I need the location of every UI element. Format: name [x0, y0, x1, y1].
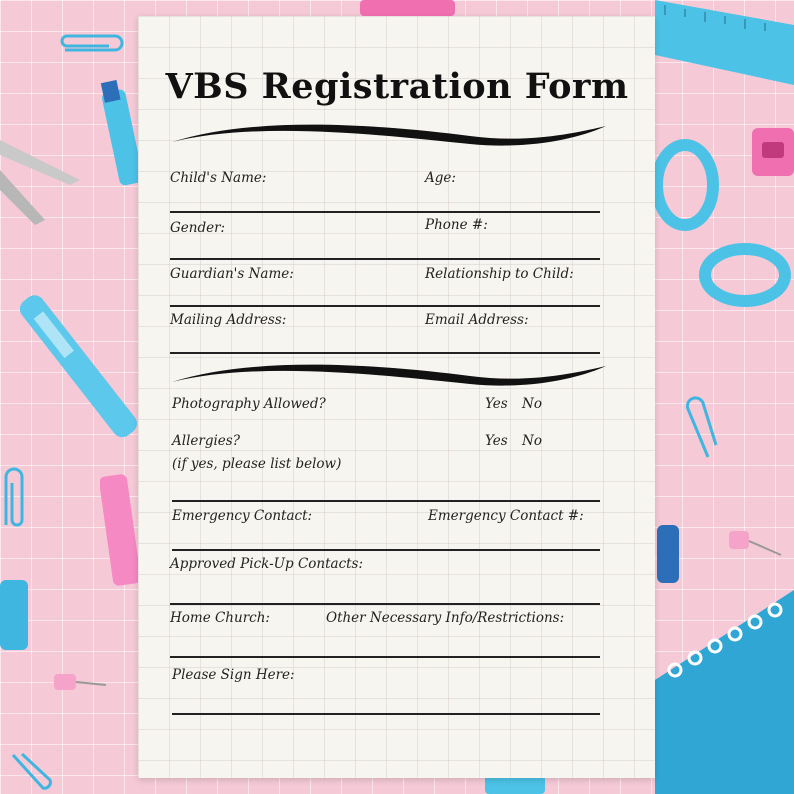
photography-label: Photography Allowed?: [172, 396, 326, 412]
pushpin-icon: [50, 668, 110, 698]
pushpin-icon: [725, 525, 785, 561]
emergency-contact-label: Emergency Contact:: [172, 508, 313, 524]
scissors-icon: [655, 135, 794, 315]
divider-swash-middle: [170, 360, 608, 390]
photography-yes-option[interactable]: Yes: [485, 396, 508, 412]
allergies-no-option[interactable]: No: [522, 433, 542, 449]
highlighter-icon: [100, 470, 140, 590]
signature-label: Please Sign Here:: [172, 667, 295, 683]
email-address-label: Email Address:: [425, 312, 529, 328]
divider-swash-top: [170, 120, 608, 150]
notebook-icon: [655, 590, 794, 794]
gender-label: Gender:: [170, 220, 226, 236]
paperclip-icon: [0, 465, 28, 535]
pickup-contacts-line[interactable]: [170, 603, 600, 605]
pen-icon: [20, 290, 145, 440]
gender-line[interactable]: [170, 258, 600, 260]
signature-line[interactable]: [172, 713, 600, 715]
emergency-contact-number-label: Emergency Contact #:: [428, 508, 584, 524]
phone-label: Phone #:: [425, 217, 488, 233]
paperclip-icon: [55, 32, 125, 56]
child-name-line[interactable]: [170, 211, 600, 213]
paperclip-icon: [8, 750, 53, 794]
pickup-contacts-label: Approved Pick-Up Contacts:: [170, 556, 364, 572]
allergies-note: (if yes, please list below): [172, 456, 342, 472]
allergies-label: Allergies?: [172, 433, 240, 449]
notebook-icon: [0, 580, 28, 650]
relationship-label: Relationship to Child:: [425, 266, 574, 282]
child-name-label: Child's Name:: [170, 170, 267, 186]
emergency-contact-line[interactable]: [172, 549, 600, 551]
mailing-address-label: Mailing Address:: [170, 312, 287, 328]
photography-no-option[interactable]: No: [522, 396, 542, 412]
allergies-line[interactable]: [172, 500, 600, 502]
page-title: VBS Registration Form: [165, 66, 629, 107]
allergies-yes-option[interactable]: Yes: [485, 433, 508, 449]
mailing-address-line[interactable]: [170, 352, 600, 354]
guardian-name-label: Guardian's Name:: [170, 266, 294, 282]
guardian-name-line[interactable]: [170, 305, 600, 307]
age-label: Age:: [425, 170, 456, 186]
scissors-icon: [0, 120, 90, 230]
other-info-label: Other Necessary Info/Restrictions:: [326, 610, 565, 626]
pen-icon: [655, 525, 685, 585]
paperclip-icon: [678, 395, 718, 463]
home-church-label: Home Church:: [170, 610, 270, 626]
home-church-line[interactable]: [170, 656, 600, 658]
